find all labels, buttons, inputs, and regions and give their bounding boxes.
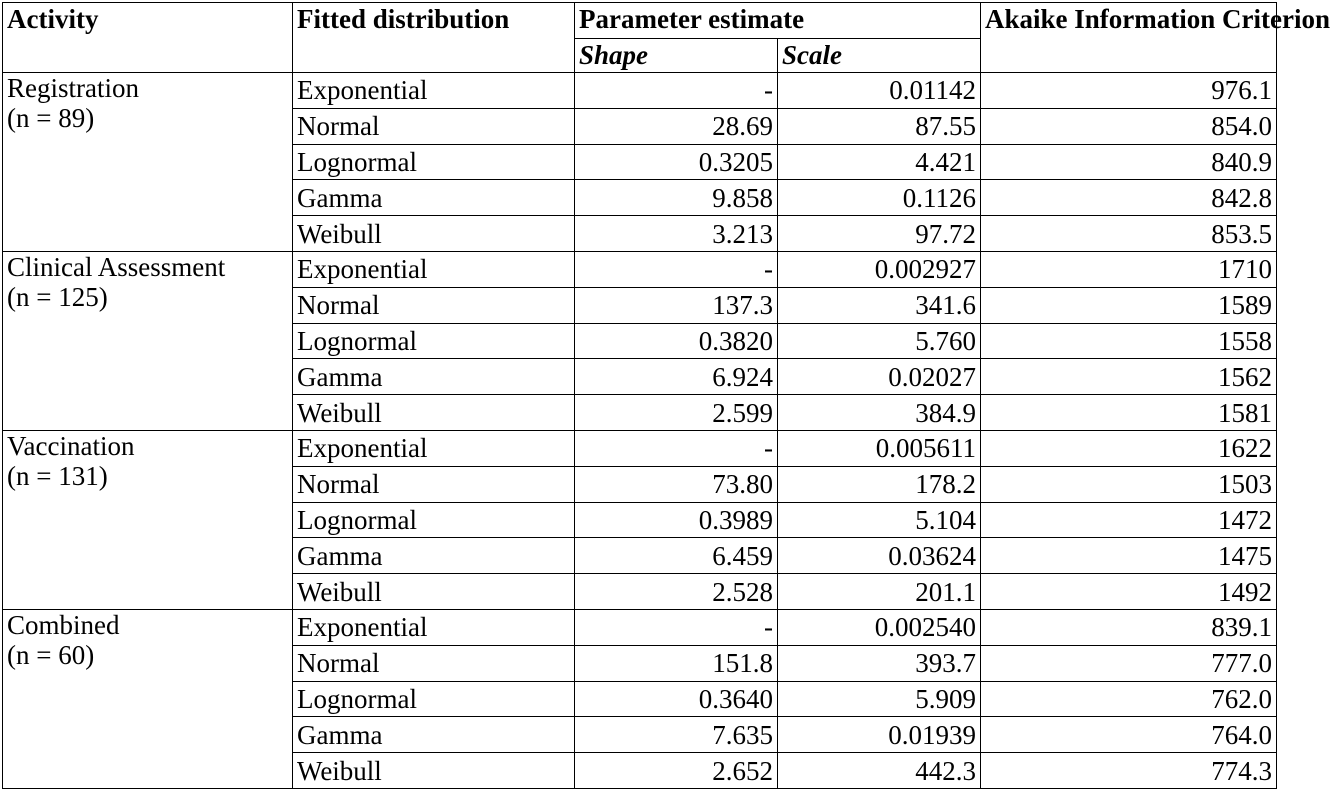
aic-cell: 1589 (981, 287, 1277, 323)
header-shape: Shape (575, 39, 778, 73)
distribution-cell: Exponential (293, 609, 575, 645)
distribution-cell: Normal (293, 287, 575, 323)
header-scale: Scale (778, 39, 981, 73)
shape-cell: 0.3989 (575, 502, 778, 538)
table-row (3, 73, 1277, 109)
shape-cell: - (575, 251, 778, 287)
shape-cell: - (575, 609, 778, 645)
activity-sample-size: (n = 89) (7, 103, 95, 133)
table-body (3, 73, 1277, 789)
table-row (3, 609, 1277, 645)
activity-name: Vaccination (7, 430, 135, 461)
aic-cell: 1562 (981, 359, 1277, 395)
scale-cell: 97.72 (778, 216, 981, 252)
header-aic: Akaike Information Criterion (981, 3, 1277, 73)
scale-cell: 5.909 (778, 681, 981, 717)
aic-cell: 1622 (981, 430, 1277, 466)
scale-cell: 0.02027 (778, 359, 981, 395)
aic-cell: 1475 (981, 538, 1277, 574)
distribution-cell: Weibull (293, 216, 575, 252)
activity-sample-size: (n = 131) (7, 460, 108, 491)
scale-cell: 384.9 (778, 395, 981, 431)
shape-cell: 151.8 (575, 645, 778, 681)
scale-cell: 201.1 (778, 574, 981, 610)
header-parameter-estimate: Parameter estimate (575, 3, 981, 39)
distribution-cell: Weibull (293, 395, 575, 431)
distribution-cell: Normal (293, 466, 575, 502)
aic-cell: 1581 (981, 395, 1277, 431)
activity-cell (3, 430, 293, 609)
shape-cell: 7.635 (575, 717, 778, 753)
scale-cell: 5.104 (778, 502, 981, 538)
distribution-fit-table (2, 2, 1330, 789)
shape-cell: 2.528 (575, 574, 778, 610)
distribution-cell: Gamma (293, 359, 575, 395)
scale-cell: 4.421 (778, 144, 981, 180)
aic-cell: 1710 (981, 251, 1277, 287)
shape-cell: 73.80 (575, 466, 778, 502)
distribution-cell: Gamma (293, 717, 575, 753)
shape-cell: 0.3640 (575, 681, 778, 717)
aic-cell: 839.1 (981, 609, 1277, 645)
aic-cell: 762.0 (981, 681, 1277, 717)
aic-cell: 840.9 (981, 144, 1277, 180)
shape-cell: 137.3 (575, 287, 778, 323)
activity-name: Combined (7, 609, 120, 640)
table-row (3, 430, 1277, 466)
shape-cell: 2.599 (575, 395, 778, 431)
header-activity: Activity (3, 3, 293, 73)
distribution-cell: Gamma (293, 180, 575, 216)
activity-sample-size: (n = 125) (7, 281, 108, 312)
aic-cell: 1492 (981, 574, 1277, 610)
aic-cell: 976.1 (981, 73, 1277, 109)
scale-cell: 341.6 (778, 287, 981, 323)
scale-cell: 5.760 (778, 323, 981, 359)
distribution-cell: Normal (293, 645, 575, 681)
shape-cell: 2.652 (575, 753, 778, 789)
distribution-cell: Normal (293, 108, 575, 144)
scale-cell: 0.002540 (778, 609, 981, 645)
aic-cell: 777.0 (981, 645, 1277, 681)
shape-cell: - (575, 430, 778, 466)
distribution-cell: Exponential (293, 430, 575, 466)
scale-cell: 0.01142 (778, 73, 981, 109)
activity-sample-size: (n = 60) (7, 639, 95, 670)
aic-cell: 1558 (981, 323, 1277, 359)
distribution-cell: Lognormal (293, 681, 575, 717)
shape-cell: 9.858 (575, 180, 778, 216)
shape-cell: 6.924 (575, 359, 778, 395)
scale-cell: 0.005611 (778, 430, 981, 466)
distribution-cell: Gamma (293, 538, 575, 574)
distribution-cell: Weibull (293, 753, 575, 789)
scale-cell: 442.3 (778, 753, 981, 789)
distribution-cell: Exponential (293, 251, 575, 287)
aic-cell: 1503 (981, 466, 1277, 502)
activity-cell (3, 251, 293, 430)
aic-cell: 1472 (981, 502, 1277, 538)
scale-cell: 0.1126 (778, 180, 981, 216)
activity-cell (3, 609, 293, 788)
aic-cell: 854.0 (981, 108, 1277, 144)
shape-cell: 0.3820 (575, 323, 778, 359)
scale-cell: 178.2 (778, 466, 981, 502)
shape-cell: 3.213 (575, 216, 778, 252)
distribution-cell: Lognormal (293, 502, 575, 538)
table-row (3, 251, 1277, 287)
activity-name: Registration (7, 73, 139, 103)
scale-cell: 0.03624 (778, 538, 981, 574)
distribution-cell: Exponential (293, 73, 575, 109)
scale-cell: 87.55 (778, 108, 981, 144)
shape-cell: 28.69 (575, 108, 778, 144)
distribution-cell: Lognormal (293, 144, 575, 180)
aic-cell: 774.3 (981, 753, 1277, 789)
scale-cell: 0.002927 (778, 251, 981, 287)
aic-cell: 853.5 (981, 216, 1277, 252)
distribution-cell: Lognormal (293, 323, 575, 359)
table-header (3, 3, 1330, 73)
scale-cell: 0.01939 (778, 717, 981, 753)
scale-cell: 393.7 (778, 645, 981, 681)
aic-cell: 764.0 (981, 717, 1277, 753)
aic-cell: 842.8 (981, 180, 1277, 216)
shape-cell: 6.459 (575, 538, 778, 574)
distribution-cell: Weibull (293, 574, 575, 610)
header-distribution: Fitted distribution (293, 3, 575, 73)
activity-cell (3, 73, 293, 252)
shape-cell: - (575, 73, 778, 109)
activity-name: Clinical Assessment (7, 251, 226, 282)
shape-cell: 0.3205 (575, 144, 778, 180)
